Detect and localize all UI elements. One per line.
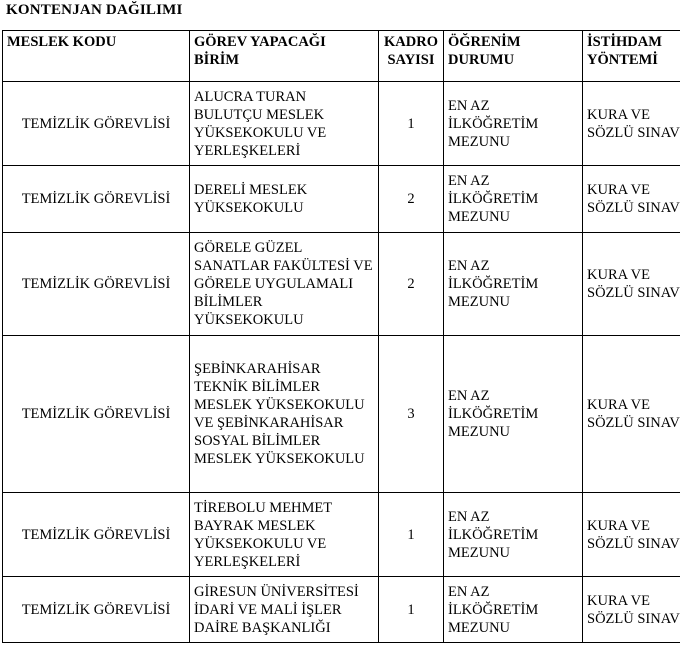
cell-istihdam: KURA VE SÖZLÜ SINAV	[583, 233, 680, 336]
page-title: KONTENJAN DAĞILIMI	[6, 2, 183, 18]
cell-ogrenim: EN AZ İLKÖĞRETİM MEZUNU	[444, 336, 583, 493]
cell-birim: GİRESUN ÜNİVERSİTESİ İDARİ VE MALİ İŞLER DAİRE BAŞKANLIĞI	[190, 577, 379, 643]
cell-meslek-kodu: TEMİZLİK GÖREVLİSİ	[3, 166, 190, 233]
cell-birim: GÖRELE GÜZEL SANATLAR FAKÜLTESİ VE GÖRELE UYGULAMALI BİLİMLER YÜKSEKOKULU	[190, 233, 379, 336]
table-row	[3, 82, 680, 166]
table-row	[3, 166, 680, 233]
quota-table	[2, 30, 680, 643]
cell-meslek-kodu: TEMİZLİK GÖREVLİSİ	[3, 82, 190, 166]
cell-istihdam: KURA VE SÖZLÜ SINAV	[583, 493, 680, 577]
cell-kadro-sayisi: 1	[379, 493, 444, 577]
cell-ogrenim: EN AZ İLKÖĞRETİM MEZUNU	[444, 577, 583, 643]
cell-meslek-kodu: TEMİZLİK GÖREVLİSİ	[3, 493, 190, 577]
table-row	[3, 336, 680, 493]
cell-kadro-sayisi: 3	[379, 336, 444, 493]
cell-birim: ALUCRA TURAN BULUTÇU MESLEK YÜKSEKOKULU VE YERLEŞKELERİ	[190, 82, 379, 166]
cell-birim: ŞEBİNKARAHİSAR TEKNİK BİLİMLER MESLEK YÜKSEKOKULU VE ŞEBİNKARAHİSAR SOSYAL BİLİMLER MESLEK YÜKSEKOKULU	[190, 336, 379, 493]
cell-istihdam: KURA VE SÖZLÜ SINAV	[583, 577, 680, 643]
cell-ogrenim: EN AZ İLKÖĞRETİM MEZUNU	[444, 82, 583, 166]
table-row	[3, 493, 680, 577]
cell-kadro-sayisi: 2	[379, 233, 444, 336]
cell-istihdam: KURA VE SÖZLÜ SINAV	[583, 166, 680, 233]
cell-birim: DERELİ MESLEK YÜKSEKOKULU	[190, 166, 379, 233]
cell-meslek-kodu: TEMİZLİK GÖREVLİSİ	[3, 336, 190, 493]
table-header-row	[3, 31, 680, 82]
cell-meslek-kodu: TEMİZLİK GÖREVLİSİ	[3, 577, 190, 643]
table-row	[3, 233, 680, 336]
cell-kadro-sayisi: 1	[379, 82, 444, 166]
header-gorev-yeri: GÖREV YAPACAĞI BİRİM	[190, 31, 379, 82]
cell-ogrenim: EN AZ İLKÖĞRETİM MEZUNU	[444, 493, 583, 577]
header-kadro-sayisi: KADRO SAYISI	[379, 31, 444, 82]
header-meslek-kodu: MESLEK KODU	[3, 31, 190, 82]
cell-birim: TİREBOLU MEHMET BAYRAK MESLEK YÜKSEKOKULU VE YERLEŞKELERİ	[190, 493, 379, 577]
cell-istihdam: KURA VE SÖZLÜ SINAV	[583, 82, 680, 166]
cell-meslek-kodu: TEMİZLİK GÖREVLİSİ	[3, 233, 190, 336]
cell-istihdam: KURA VE SÖZLÜ SINAV	[583, 336, 680, 493]
header-ogrenim: ÖĞRENİM DURUMU	[444, 31, 583, 82]
table-row	[3, 577, 680, 643]
cell-ogrenim: EN AZ İLKÖĞRETİM MEZUNU	[444, 233, 583, 336]
cell-ogrenim: EN AZ İLKÖĞRETİM MEZUNU	[444, 166, 583, 233]
cell-kadro-sayisi: 2	[379, 166, 444, 233]
cell-kadro-sayisi: 1	[379, 577, 444, 643]
header-istihdam: İSTİHDAM YÖNTEMİ	[583, 31, 680, 82]
